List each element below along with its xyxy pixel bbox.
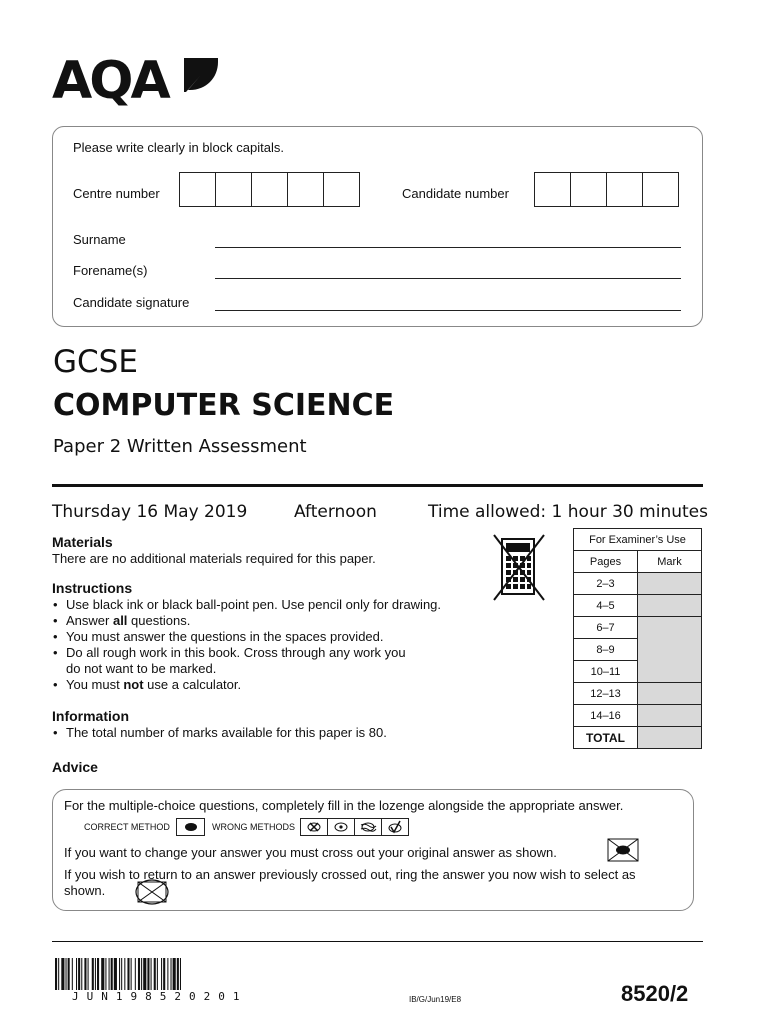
instruction-emphasis: all — [112, 613, 128, 628]
ringed-answer-icon — [134, 878, 170, 906]
total-mark-cell — [638, 727, 702, 749]
no-calculator-icon — [492, 533, 547, 603]
pages-cell: 4–5 — [574, 595, 638, 617]
information-list — [52, 725, 492, 741]
barcode-text: JUN198520201 — [72, 990, 248, 1003]
candidate-digit-box[interactable] — [642, 172, 679, 207]
information-text: The total number of marks available for this paper is 80. — [66, 725, 387, 740]
qualification-level: GCSE — [53, 344, 138, 380]
candidate-digit-box[interactable] — [606, 172, 643, 207]
advice-line-3a: If you wish to return to an answer previously crossed out, ring the answer you now wish to select as — [64, 867, 636, 882]
pages-cell: 8–9 — [574, 639, 638, 661]
aqa-logo — [52, 52, 222, 110]
pages-cell: 14–16 — [574, 705, 638, 727]
instruction-text: Use black ink or black ball-point pen. Use pencil only for drawing. — [66, 597, 442, 612]
materials-heading: Materials — [52, 534, 113, 550]
centre-digit-box[interactable] — [287, 172, 324, 207]
centre-digit-box[interactable] — [179, 172, 216, 207]
instruction-text: use a calculator. — [143, 677, 242, 692]
centre-digit-box[interactable] — [251, 172, 288, 207]
instruction-text: You must answer the questions in the spaces provided. — [66, 629, 384, 644]
signature-label: Candidate signature — [73, 295, 190, 310]
logo-text: AQA — [52, 51, 168, 111]
pages-cell: 6–7 — [574, 617, 638, 639]
mark-cell — [638, 595, 702, 617]
forename-line[interactable] — [215, 278, 681, 279]
block-capitals-instruction: Please write clearly in block capitals. — [73, 140, 284, 155]
centre-digit-box[interactable] — [215, 172, 252, 207]
subject-title: COMPUTER SCIENCE — [53, 388, 395, 423]
barcode-icon — [55, 958, 300, 990]
advice-line-3b: shown. — [64, 883, 106, 898]
instruction-item — [52, 613, 492, 629]
candidate-number-label: Candidate number — [402, 186, 509, 201]
mark-cell — [638, 705, 702, 727]
pages-cell: 2–3 — [574, 573, 638, 595]
advice-line-1: For the multiple-choice questions, completely fill in the lozenge alongside the appropriate answer. — [64, 798, 624, 813]
mark-cell — [638, 573, 702, 595]
dotted-lozenge-icon — [333, 821, 349, 833]
wrong-method-example — [354, 818, 382, 836]
correct-method-label: CORRECT METHOD — [84, 822, 170, 832]
candidate-number-boxes[interactable] — [535, 172, 679, 207]
wrong-methods-label: WRONG METHODS — [212, 822, 295, 832]
materials-text: There are no additional materials required for this paper. — [52, 551, 376, 566]
mark-column-header: Mark — [638, 551, 702, 573]
exam-date: Thursday 16 May 2019 — [52, 502, 248, 522]
instruction-text: You must — [66, 677, 124, 692]
pages-cell: 12–13 — [574, 683, 638, 705]
correct-method-example — [176, 818, 205, 836]
instructions-heading: Instructions — [52, 580, 133, 596]
filled-lozenge-icon — [183, 822, 199, 832]
total-label: TOTAL — [574, 727, 638, 749]
instruction-item — [52, 629, 492, 645]
wrong-method-example — [381, 818, 409, 836]
surname-label: Surname — [73, 232, 126, 247]
instructions-list — [52, 597, 492, 693]
instruction-text: Answer — [66, 613, 113, 628]
signature-line[interactable] — [215, 310, 681, 311]
mark-cell — [638, 683, 702, 705]
examiner-use-table — [573, 528, 702, 749]
candidate-digit-box[interactable] — [534, 172, 571, 207]
candidate-digit-box[interactable] — [570, 172, 607, 207]
instruction-item — [52, 597, 492, 613]
advice-line-2: If you want to change your answer you must cross out your original answer as shown. — [64, 845, 557, 860]
document-reference: IB/G/Jun19/E8 — [409, 995, 462, 1004]
information-heading: Information — [52, 708, 129, 724]
instruction-text: questions. — [127, 613, 191, 628]
ticked-lozenge-icon — [387, 820, 403, 834]
leaf-logo-icon — [180, 56, 222, 96]
pages-cell: 10–11 — [574, 661, 638, 683]
advice-heading: Advice — [52, 759, 98, 775]
paper-code: 8520/2 — [621, 981, 689, 1006]
information-item — [52, 725, 492, 741]
crossed-out-answer-icon — [607, 838, 639, 862]
centre-digit-box[interactable] — [323, 172, 360, 207]
wrong-method-example — [300, 818, 328, 836]
examiner-table-header: For Examiner’s Use — [574, 529, 702, 551]
crossed-lozenge-icon — [306, 821, 322, 833]
scribbled-lozenge-icon — [359, 821, 377, 833]
wrong-methods-examples — [300, 818, 409, 836]
instruction-item — [52, 645, 492, 677]
time-allowed: Time allowed: 1 hour 30 minutes — [428, 502, 708, 522]
surname-line[interactable] — [215, 247, 681, 248]
instruction-emphasis: not — [123, 677, 144, 692]
title-divider — [52, 484, 703, 487]
centre-number-label: Centre number — [73, 186, 160, 201]
paper-title: Paper 2 Written Assessment — [53, 436, 307, 457]
instruction-item — [52, 677, 492, 693]
footer-divider — [52, 941, 703, 942]
instruction-text: do not want to be marked. — [66, 661, 217, 676]
pages-column-header: Pages — [574, 551, 638, 573]
instruction-text: Do all rough work in this book. Cross through any work you — [66, 645, 406, 660]
wrong-method-example — [327, 818, 355, 836]
exam-session: Afternoon — [294, 502, 377, 522]
forename-label: Forename(s) — [73, 263, 148, 278]
mark-cell — [638, 617, 702, 683]
centre-number-boxes[interactable] — [180, 172, 360, 207]
